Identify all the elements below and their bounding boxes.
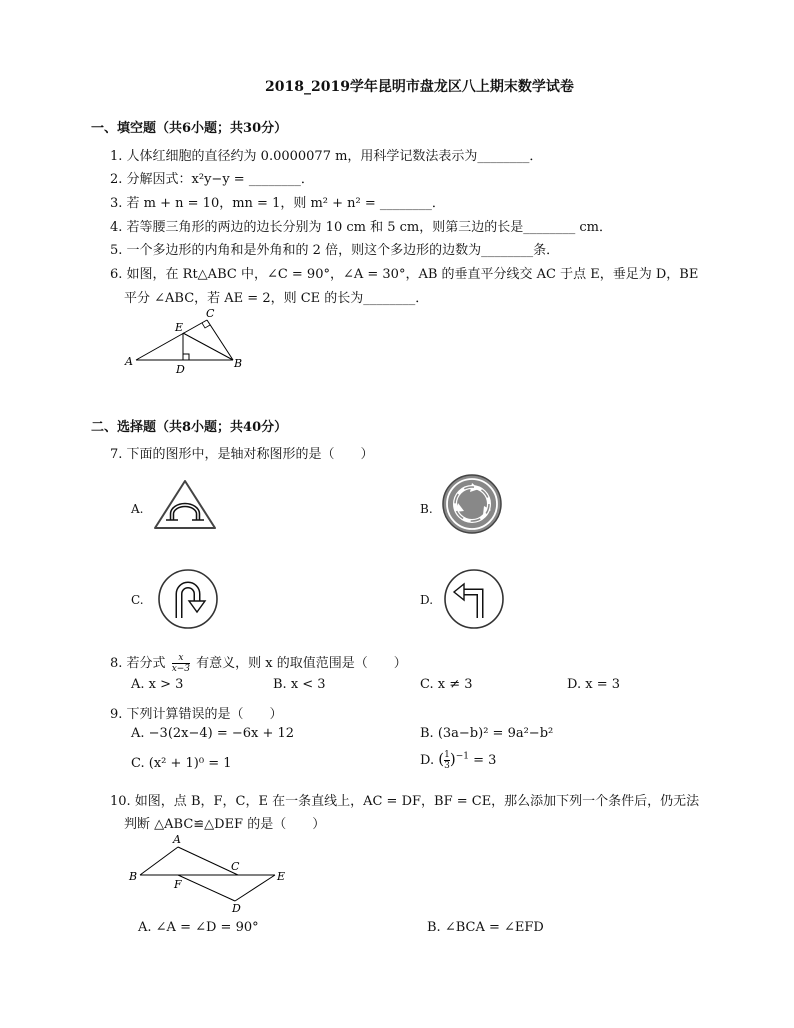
label-d: D xyxy=(232,902,241,915)
question-8 xyxy=(110,652,407,674)
label-c: C xyxy=(206,307,215,320)
section-1-heading: 一、填空题（共6小题；共30分） xyxy=(91,121,288,136)
question-2: 2. 分解因式：x²y−y = ________． xyxy=(110,172,314,187)
segment-cb xyxy=(207,320,233,360)
q7-option-b-sign xyxy=(441,473,503,535)
question-7: 7. 下面的图形中，是轴对称图形的是（ ） xyxy=(110,447,374,462)
right-angle-d xyxy=(183,354,189,360)
q9-option-c: C. (x² + 1)⁰ = 1 xyxy=(131,756,232,771)
figure-q10 xyxy=(128,833,293,915)
label-d: D xyxy=(176,363,185,376)
q9-option-d-prefix: D. xyxy=(420,753,435,768)
question-6-line-1: 6. 如图，在 Rt△ABC 中，∠C = 90°，∠A = 30°，AB 的垂直平分线交 AC 于点 E，垂足为 D，BE xyxy=(110,267,699,282)
q8-option-a: A. x > 3 xyxy=(131,677,184,692)
label-b: B xyxy=(129,870,138,883)
q7-option-c-sign xyxy=(157,568,219,630)
question-4: 4. 若等腰三角形的两边的边长分别为 10 cm 和 5 cm，则第三边的长是________ cm． xyxy=(110,220,612,235)
q9-option-d: D. ( $\frac{1}{3}$ )$^{-1}$ = 3 xyxy=(420,750,497,771)
q9-option-d-exponent: −1 xyxy=(455,751,469,762)
question-8-post: 有意义，则 x 的取值范围是（ ） xyxy=(196,656,407,671)
q7-option-d-label: D. xyxy=(420,593,434,607)
q7-option-d-sign xyxy=(443,568,505,630)
right-angle-c xyxy=(202,323,210,328)
segment-de xyxy=(235,875,275,901)
q7-option-a-label: A. xyxy=(131,502,144,516)
label-a: A xyxy=(173,833,181,846)
label-e: E xyxy=(277,870,286,883)
label-a: A xyxy=(125,355,133,368)
q9-option-b: B. (3a−b)² = 9a²−b² xyxy=(420,726,554,741)
q10-option-b: B. ∠BCA = ∠EFD xyxy=(427,920,544,935)
fraction-numerator: x xyxy=(172,653,190,664)
question-8-pre: 8. 若分式 xyxy=(110,656,166,671)
question-8-fraction xyxy=(172,653,190,674)
label-b: B xyxy=(234,357,243,370)
segment-ac xyxy=(178,847,238,875)
question-6-line-2: 平分 ∠ABC，若 AE = 2，则 CE 的长为________． xyxy=(124,291,429,306)
question-10-line-1: 10. 如图，点 B，F，C，E 在一条直线上，AC = DF，BF = CE，那么添加下列一个条件后，仍无法 xyxy=(110,794,700,809)
question-9: 9. 下列计算错误的是（ ） xyxy=(110,707,283,722)
fraction-denominator: x−3 xyxy=(171,664,191,674)
segment-fd xyxy=(178,875,235,901)
q7-option-c-label: C. xyxy=(131,593,144,607)
q9-option-d-result: = 3 xyxy=(473,753,497,768)
label-c: C xyxy=(231,860,240,873)
figure-q6 xyxy=(120,305,250,375)
q8-option-d: D. x = 3 xyxy=(567,677,620,692)
q8-option-c: C. x ≠ 3 xyxy=(420,677,473,692)
q8-option-b: B. x < 3 xyxy=(273,677,326,692)
label-f: F xyxy=(174,878,182,891)
q7-option-b-label: B. xyxy=(420,502,433,516)
q10-option-a: A. ∠A = ∠D = 90° xyxy=(138,920,259,935)
page-title: 2018_2019学年昆明市盘龙区八上期末数学试卷 xyxy=(265,79,574,95)
fraction-denominator: 3 xyxy=(444,761,450,771)
segment-ab xyxy=(140,847,178,875)
label-e: E xyxy=(175,321,184,334)
q7-option-a-sign xyxy=(154,478,219,532)
question-1: 1. 人体红细胞的直径约为 0.0000077 m，用科学记数法表示为________． xyxy=(110,149,543,164)
question-10-line-2: 判断 △ABC≌△DEF 的是（ ） xyxy=(124,817,326,832)
question-5: 5. 一个多边形的内角和是外角和的 2 倍，则这个多边形的边数为________条． xyxy=(110,243,560,258)
section-2-heading: 二、选择题（共8小题；共40分） xyxy=(91,420,288,435)
q9-option-a: A. −3(2x−4) = −6x + 12 xyxy=(131,726,295,741)
segment-eb xyxy=(183,333,233,360)
question-3: 3. 若 m + n = 10，mn = 1，则 m² + n² = ________． xyxy=(110,196,445,211)
fraction-numerator: 1 xyxy=(444,750,450,760)
